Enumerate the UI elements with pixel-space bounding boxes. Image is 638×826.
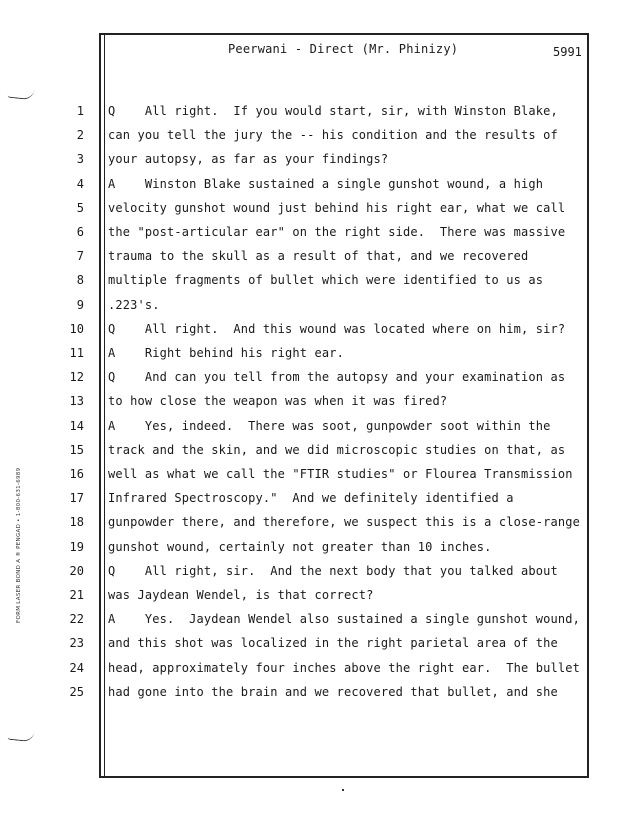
line-number: 4 [76, 176, 84, 191]
line-number: 10 [69, 321, 84, 336]
transcript-line: was Jaydean Wendel, is that correct? [108, 588, 374, 602]
transcript-line: velocity gunshot wound just behind his right ear, what we call [108, 200, 566, 215]
line-number: 2 [76, 128, 84, 143]
transcript-line: A Right behind his right ear. [108, 346, 344, 360]
transcript-line: trauma to the skull as a result of that, and we recovered [108, 249, 529, 264]
transcript-line: gunpowder there, and therefore, we suspect this is a close-range [108, 515, 580, 530]
line-number: 25 [69, 684, 84, 699]
line-number: 12 [69, 370, 84, 385]
transcript-line: track and the skin, and we did microscopic studies on that, as [108, 442, 566, 457]
transcript-line: and this shot was localized in the right parietal area of the [108, 636, 558, 651]
line-number: 20 [69, 563, 84, 578]
line-number: 16 [69, 467, 84, 481]
margin-rule [104, 33, 105, 778]
line-number: 8 [76, 273, 84, 288]
line-number: 5 [76, 200, 84, 215]
line-number: 22 [69, 612, 84, 627]
transcript-line: .223's. [108, 297, 160, 312]
transcript-line: A Winston Blake sustained a single gunshot wound, a high [108, 176, 544, 191]
line-number: 9 [76, 297, 84, 312]
transcript-line: head, approximately four inches above the right ear. The bullet [108, 660, 580, 675]
transcript-line: Q All right, sir. And the next body that you talked about [108, 563, 558, 578]
transcript-line: A Yes. Jaydean Wendel also sustained a single gunshot wound, [108, 612, 580, 627]
transcript-line: well as what we call the "FTIR studies" or Flourea Transmission [108, 467, 573, 481]
line-number: 1 [76, 104, 84, 118]
line-number: 18 [69, 515, 84, 530]
line-number: 23 [69, 636, 84, 651]
line-number: 14 [69, 418, 84, 433]
line-number: 13 [69, 394, 84, 409]
hole-punch-mark-bottom [7, 729, 34, 743]
transcript-line: can you tell the jury the -- his condition and the results of [108, 128, 558, 143]
line-number: 21 [69, 588, 84, 602]
form-imprint: FORM LASER BOND A ® PENGAD • 1-800-631-6989 [16, 467, 22, 623]
transcript-line: to how close the weapon was when it was fired? [108, 394, 448, 409]
line-number: 15 [69, 442, 84, 457]
line-number: 11 [69, 346, 84, 360]
transcript-line: had gone into the brain and we recovered that bullet, and she [108, 684, 558, 699]
transcript-line: Q And can you tell from the autopsy and your examination as [108, 370, 566, 385]
page-header: Peerwani - Direct (Mr. Phinizy) [228, 42, 459, 56]
line-number: 6 [76, 225, 84, 239]
transcript-line: the "post-articular ear" on the right side. There was massive [108, 225, 566, 239]
line-number: 17 [69, 491, 84, 506]
line-number: 7 [76, 249, 84, 264]
transcript-line: Q All right. And this wound was located where on him, sir? [108, 321, 566, 336]
transcript-line: Infrared Spectroscopy." And we definitely identified a [108, 491, 514, 506]
transcript-line: gunshot wound, certainly not greater than 10 inches. [108, 539, 492, 554]
line-number: 19 [69, 539, 84, 554]
hole-punch-mark-top [7, 87, 34, 101]
page-mark [342, 789, 344, 791]
transcript-line: Q All right. If you would start, sir, with Winston Blake, [108, 104, 558, 118]
transcript-line: your autopsy, as far as your findings? [108, 152, 389, 167]
line-number: 3 [76, 152, 84, 167]
transcript-line: A Yes, indeed. There was soot, gunpowder soot within the [108, 418, 551, 433]
transcript-line: multiple fragments of bullet which were identified to us as [108, 273, 544, 288]
page-number: 5991 [553, 45, 582, 59]
line-number: 24 [69, 660, 84, 675]
